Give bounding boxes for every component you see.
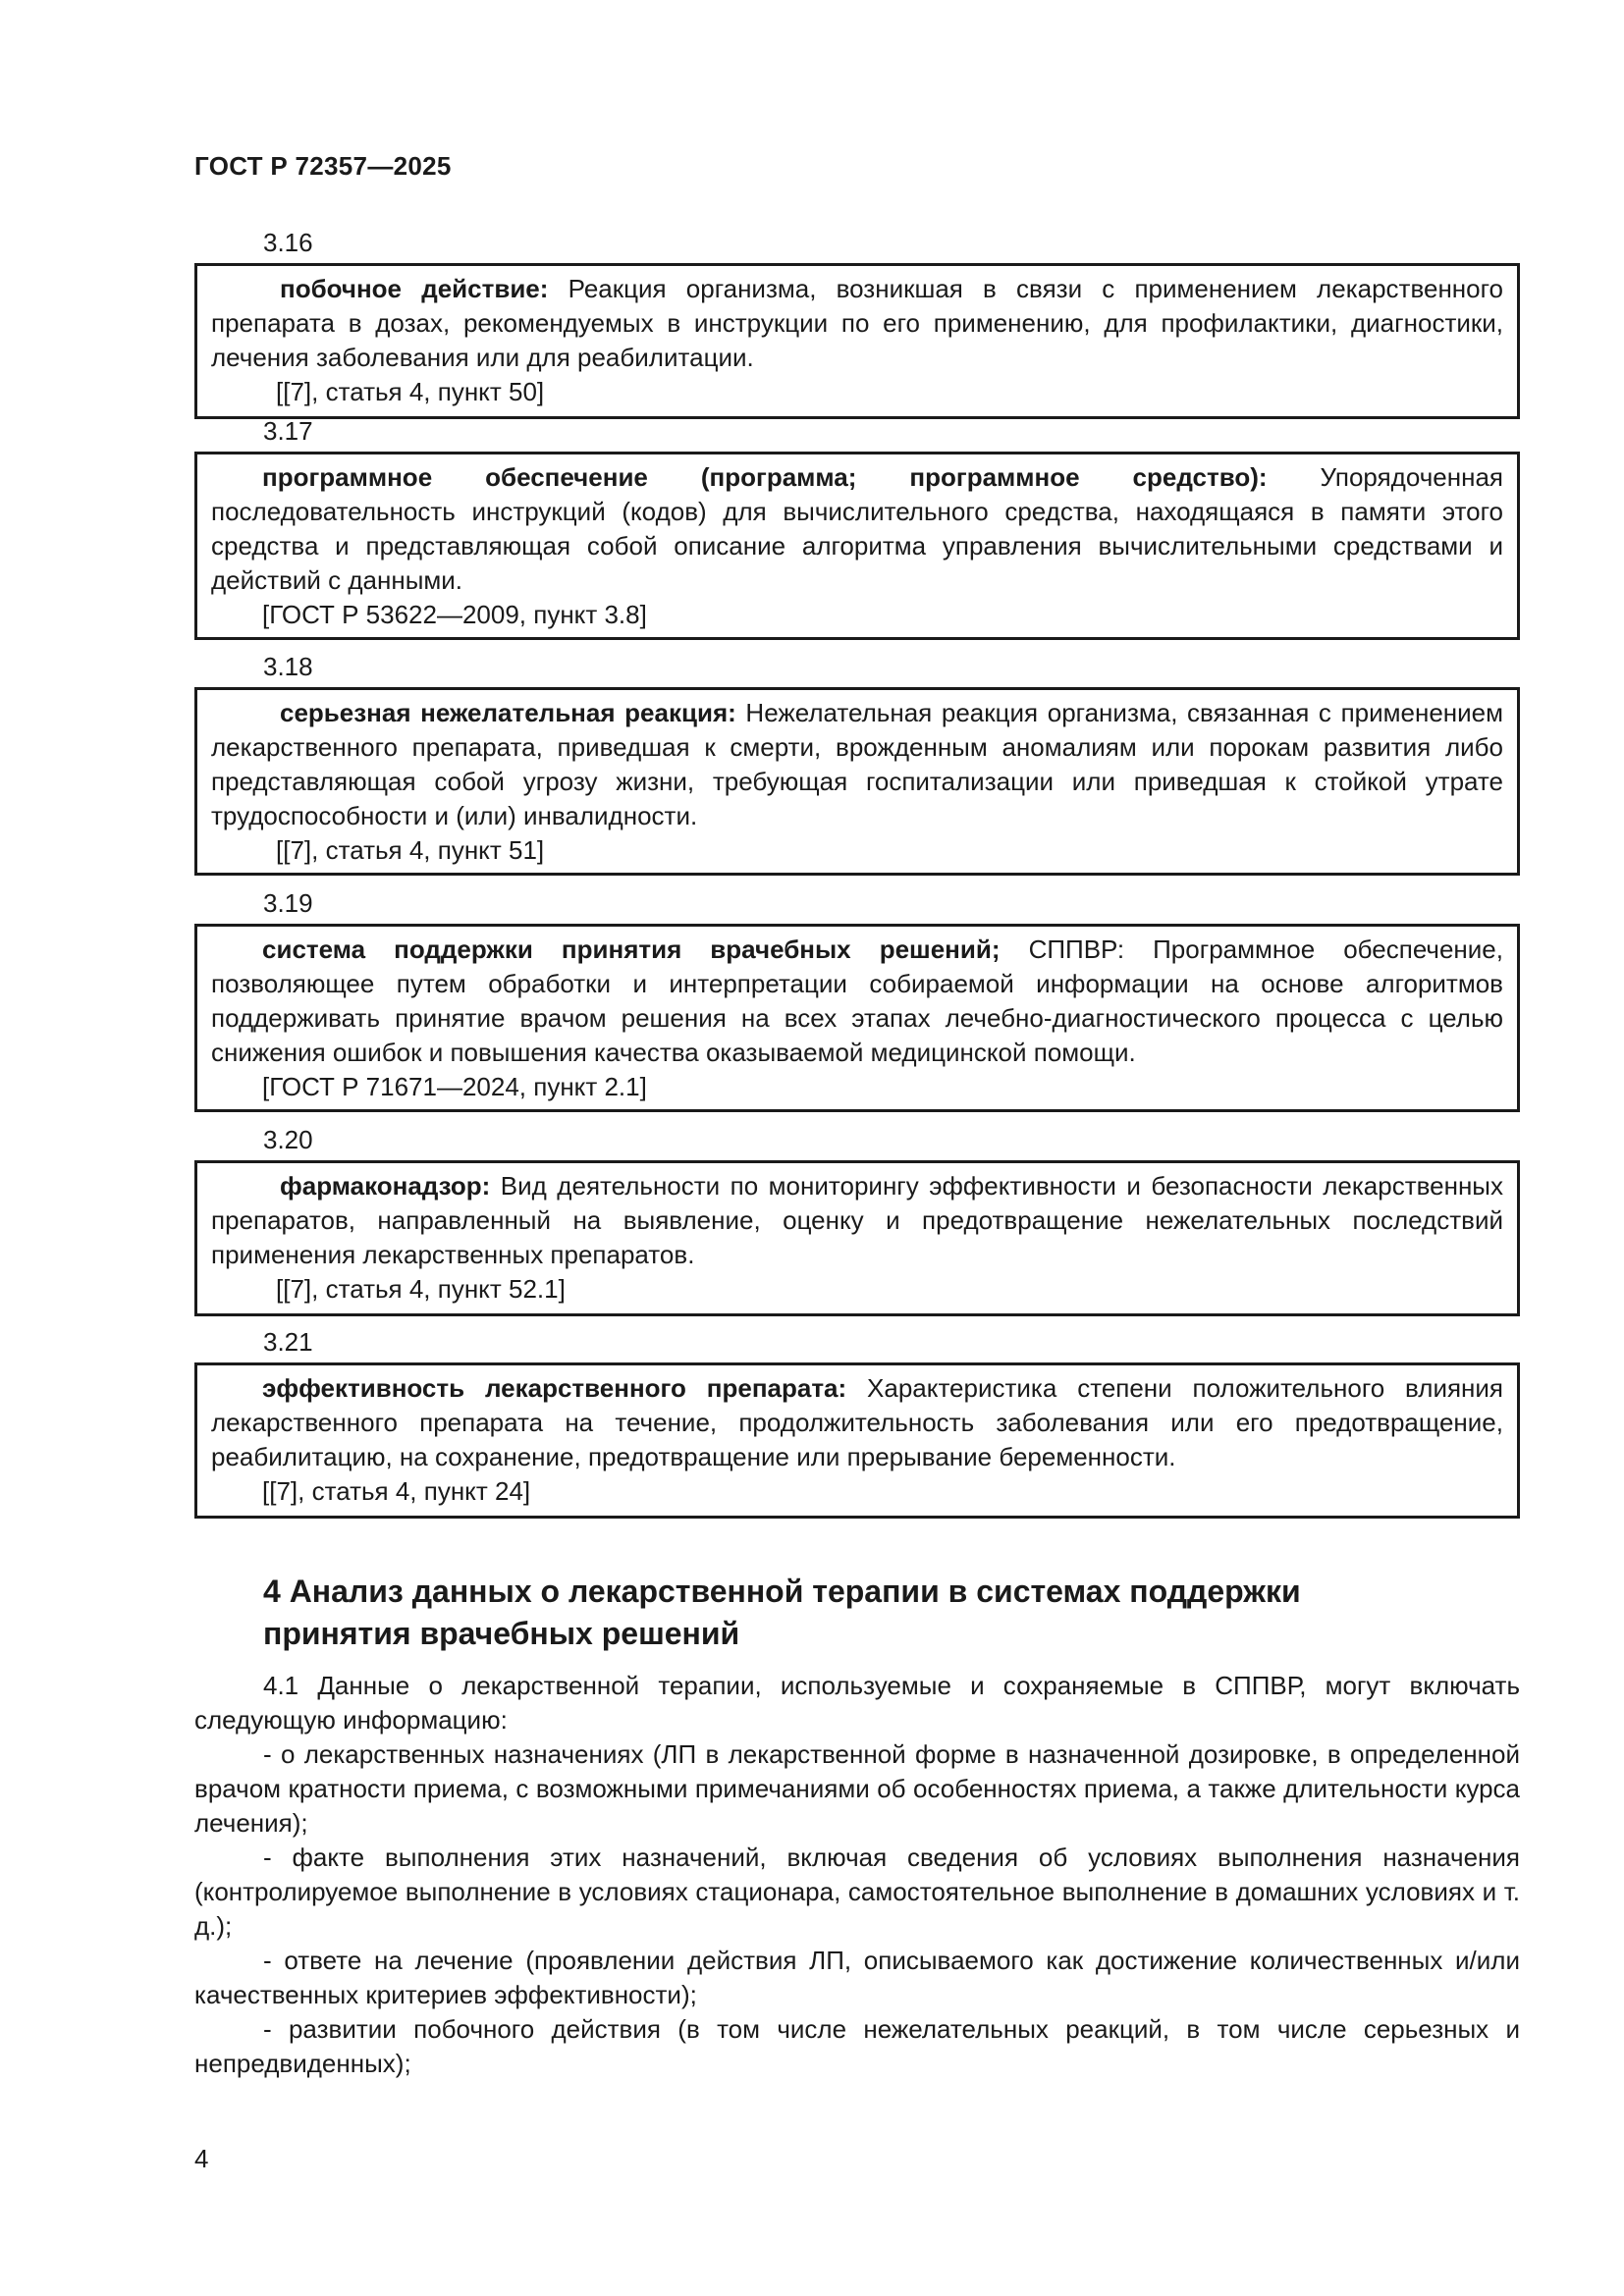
term-name: побочное действие: [280,274,549,303]
term-source: [ГОСТ Р 71671—2024, пункт 2.1] [262,1072,647,1101]
term-name: программное обеспечение (программа; программное средство): [262,462,1268,492]
body-paragraph: - факте выполнения этих назначений, включая сведения об условиях выполнения назначения (контролируемое выполнение в условиях стационара, самостоятельное выполнение в домашних условиях и т. д.); [194,1842,1520,1941]
term-definition-box [194,924,1520,1112]
term-number: 3.21 [263,1327,313,1357]
term-source: [[7], статья 4, пункт 50] [276,377,545,406]
body-paragraph: - о лекарственных назначениях (ЛП в лекарственной форме в назначенной дозировке, в определенной врачом кратности приема, с возможными примечаниями об особенностях приема, а также длительности курса лечения); [194,1739,1520,1838]
term-name: серьезная нежелательная реакция: [280,698,736,727]
term-definition-box [194,687,1520,876]
term-name: фармаконадзор: [280,1171,491,1201]
term-definition: Реакция организма, возникшая в связи с применением лекарственного препарата в дозах, рекомендуемых в инструкции по его применению, для профилактики, диагностики, лечения заболевания или для реабилитации. [211,274,1503,372]
term-definition: Вид деятельности по мониторингу эффективности и безопасности лекарственных препаратов, направленный на выявление, оценку и предотвращение нежелательных последствий применения лекарственных препаратов. [211,1171,1503,1269]
body-paragraph: - ответе на лечение (проявлении действия ЛП, описываемого как достижение количественных и/или качественных критериев эффективности); [194,1946,1520,2009]
term-number: 3.18 [263,652,313,681]
term-number: 3.19 [263,888,313,918]
term-definition-box [194,263,1520,419]
term-definition: Характеристика степени положительного влияния лекарственного препарата на течение, продолжительность заболевания или его предотвращение, реабилитацию, на сохранение, предотвращение или прерывание беременности. [211,1373,1504,1471]
section-title-line: 4 Анализ данных о лекарственной терапии в системах поддержки [263,1574,1301,1609]
document-header: ГОСТ Р 72357—2025 [194,151,452,181]
term-definition-box [194,452,1520,640]
term-number: 3.16 [263,228,313,257]
term-definition-box [194,1160,1520,1316]
term-definition-box [194,1362,1520,1519]
page-number: 4 [194,2144,209,2173]
section-title-line: принятия врачебных решений [263,1616,740,1651]
term-source: [[7], статья 4, пункт 24] [262,1476,531,1506]
body-paragraph: - развитии побочного действия (в том числе нежелательных реакций, в том числе серьезных и непредвиденных); [194,2014,1520,2078]
section-body [194,1669,1520,2081]
term-name: система поддержки принятия врачебных решений; [262,934,1001,964]
term-number: 3.20 [263,1125,313,1154]
term-name: эффективность лекарственного препарата: [262,1373,847,1403]
body-paragraph: 4.1 Данные о лекарственной терапии, используемые и сохраняемые в СППВР, могут включать следующую информацию: [194,1671,1520,1735]
term-source: [ГОСТ Р 53622—2009, пункт 3.8] [262,600,647,629]
term-definition: Упорядоченная последовательность инструкций (кодов) для вычислительного средства, находящаяся в памяти этого средства и представляющая собой описание алгоритма управления вычислительными средствами и действий с данными. [211,462,1503,595]
term-definition: СППВР: Программное обеспечение, позволяющее путем обработки и интерпретации собираемой информации на основе алгоритмов поддерживать принятие врачом решения на всех этапах лечебно-диагностического процесса с целью снижения ошибок и повышения качества оказываемой медицинской помощи. [211,934,1503,1067]
term-source: [[7], статья 4, пункт 52.1] [276,1274,566,1304]
term-number: 3.17 [263,416,313,446]
term-source: [[7], статья 4, пункт 51] [276,835,545,865]
section-title [263,1571,1441,1655]
term-definition: Нежелательная реакция организма, связанная с применением лекарственного препарата, приведшая к смерти, врожденным аномалиям или порокам развития либо представляющая собой угрозу жизни, требующая госпитализации или приведшая к стойкой утрате трудоспособности и (или) инвалидности. [211,698,1503,830]
